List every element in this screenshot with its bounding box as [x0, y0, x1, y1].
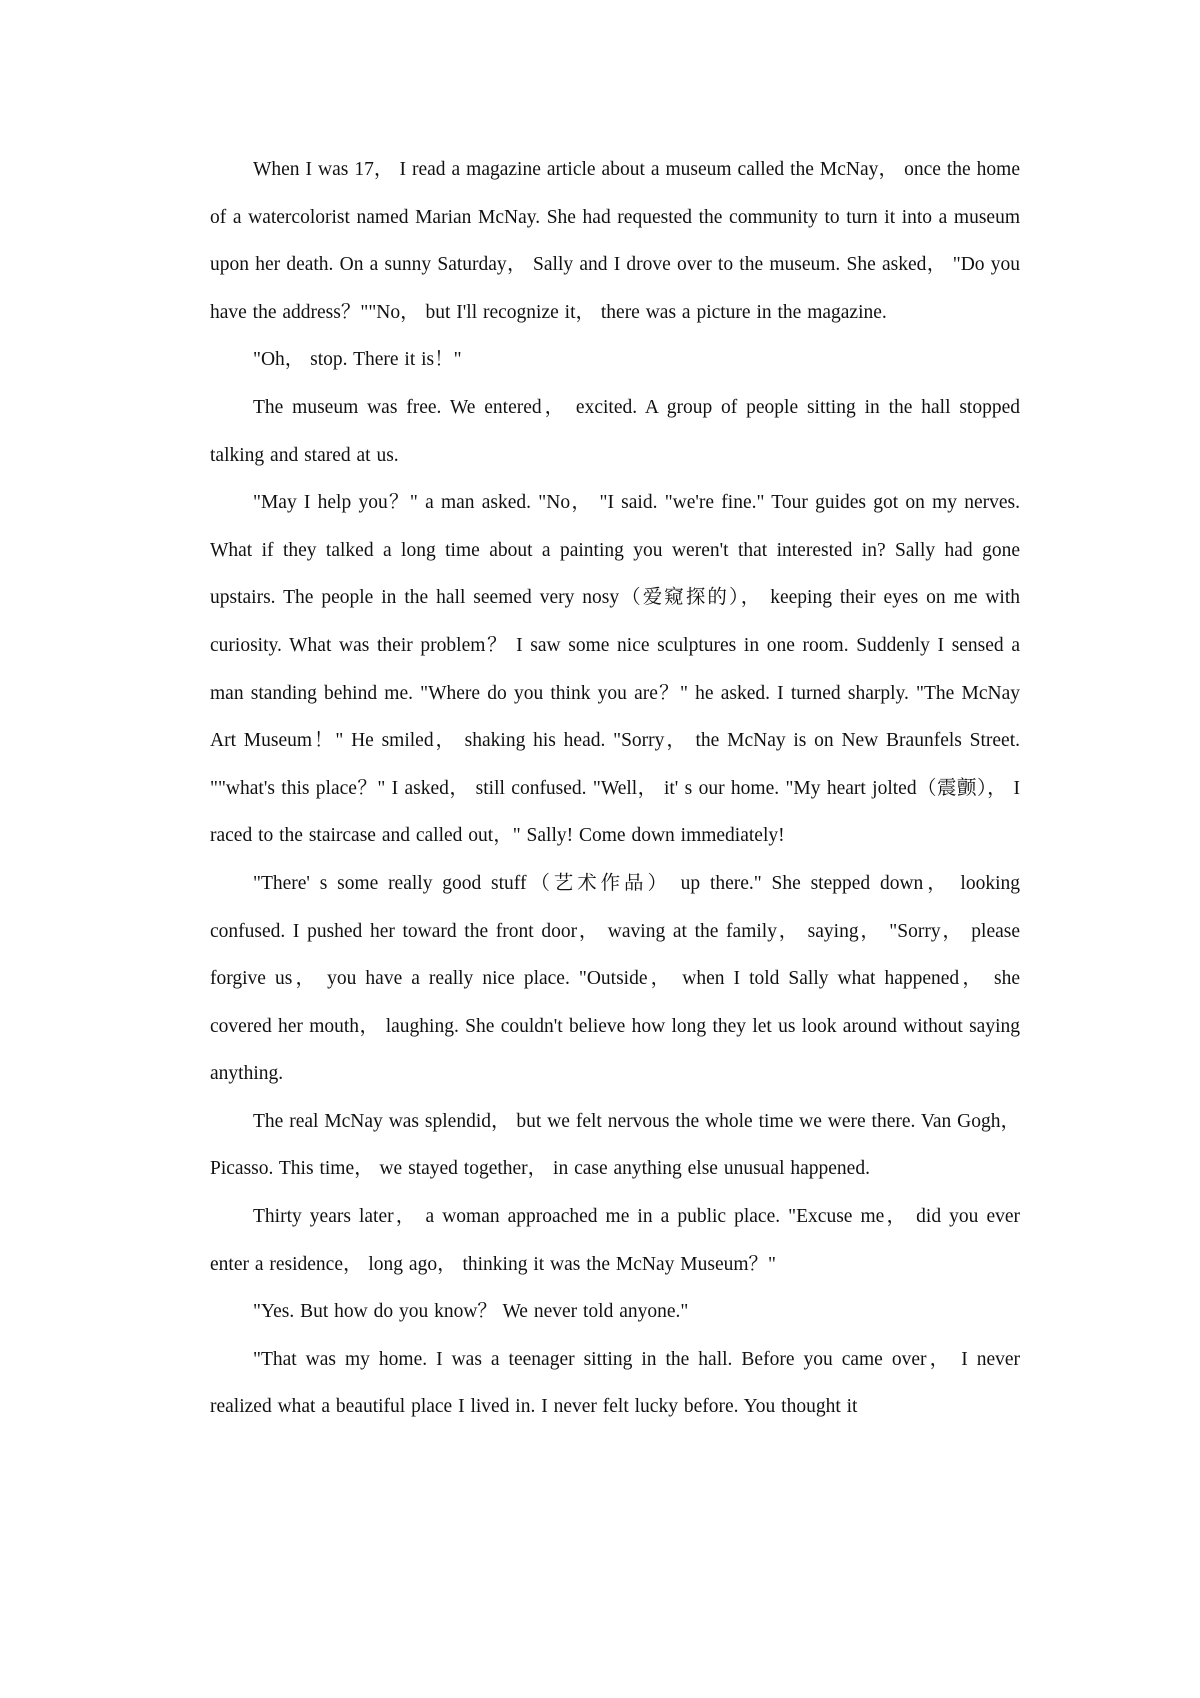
paragraph-2: "Oh， stop. There it is！": [253, 349, 462, 371]
paragraph-7: Thirty years later， a woman approached me in a public place. "Excuse me， did you ever enter a residence， long ago， thinking it was the McNay Museum？": [210, 1206, 1020, 1275]
paragraph-6: The real McNay was splendid， but we felt nervous the whole time we were there. Van Gogh， Picasso. This time， we stayed together， in case anything else unusual happened.: [210, 1110, 1020, 1180]
paragraph-1: When I was 17， I read a magazine article about a museum called the McNay， once the home of a watercolorist named Marian McNay. She had requested the community to turn it into a museum upon her death. On a sunny Saturday， Sally and I drove over to the museum. She asked， "Do you have the address？""No， but I'll recognize it， there was a picture in the magazine.: [210, 159, 1020, 323]
paragraph-9: "That was my home. I was a teenager sitting in the hall. Before you came over， I never realized what a beautiful place I lived in. I never felt lucky before. You thought it: [210, 1348, 1020, 1418]
paragraph-8: "Yes. But how do you know？ We never told anyone.": [253, 1301, 689, 1323]
document-page: [210, 146, 1020, 1431]
paragraph-3: The museum was free. We entered， excited. A group of people sitting in the hall stopped talking and stared at us.: [210, 396, 1020, 466]
paragraph-4: "May I help you？" a man asked. "No， "I said. "we're fine." Tour guides got on my nerves. What if they talked a long time about a painting you weren't that interested in? Sally had gone upstairs. The people in the hall seemed very nosy（爱窥探的）， keeping their eyes on me with curiosity. What was their problem？ I saw some nice sculptures in one room. Suddenly I sensed a man standing behind me. "Where do you think you are？" he asked. I turned sharply. "The McNay Art Museum！" He smiled， shaking his head. "Sorry， the McNay is on New Braunfels Street. ""what's this place？" I asked， still confused. "Well， it' s our home. "My heart jolted（震颤）， I raced to the staircase and called out，" Sally! Come down immediately!: [210, 492, 1020, 847]
paragraph-5: "There' s some really good stuff（艺术作品） up there." She stepped down， looking confused. I pushed her toward the front door， waving at the family， saying， "Sorry， please forgive us， you have a really nice place. "Outside， when I told Sally what happened， she covered her mouth， laughing. She couldn't believe how long they let us look around without saying anything.: [210, 872, 1020, 1085]
